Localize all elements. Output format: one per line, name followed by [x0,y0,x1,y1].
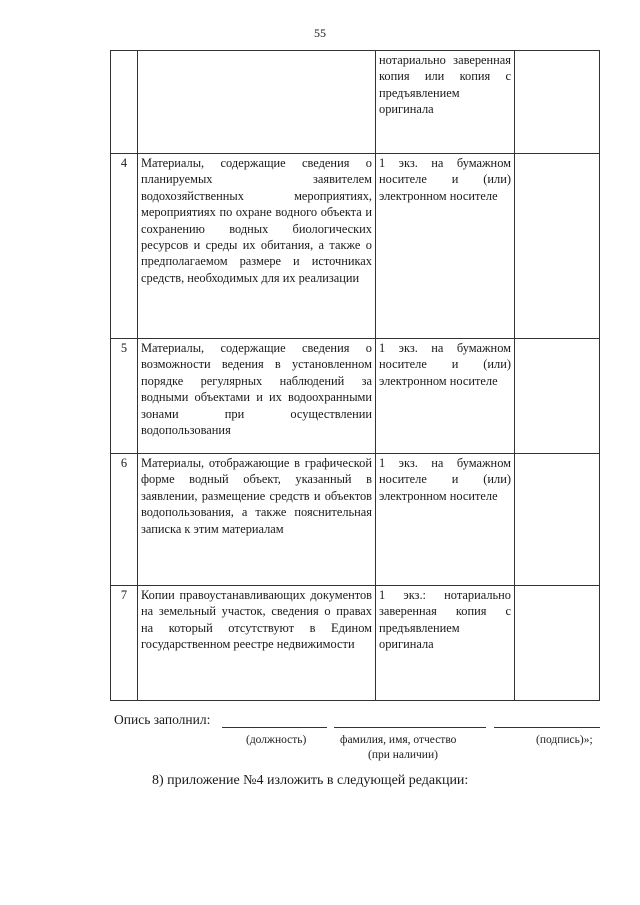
row-form: 1 экз. на бумажном носителе и (или) электронном носителе [376,339,515,454]
row-form: 1 экз. на бумажном носителе и (или) электронном носителе [376,454,515,586]
row-description [138,51,376,154]
row-extra [515,586,600,701]
row-extra [515,454,600,586]
row-description: Материалы, содержащие сведения о возможности ведения в установленном порядке регулярных наблюдений за водными объектами и их водоохранными зонами при осуществлении водопользования [138,339,376,454]
signature-label: Опись заполнил: [114,712,211,727]
position-line [222,727,327,728]
signature-caption: (подпись)»; [536,734,593,746]
row-extra [515,154,600,339]
row-number [111,51,138,154]
signature-line [494,727,600,728]
page-number: 55 [314,26,326,40]
row-description: Материалы, содержащие сведения о планируемых заявителем водохозяйственных мероприятиях, мероприятиях по охране водного объекта и сохранению водных биологических ресурсов и среды их обитания, а также о предполагаемом размере и источниках средств, необходимых для их реализации [138,154,376,339]
position-caption: (должность) [246,734,307,746]
row-form: 1 экз.: нотариально заверенная копия с предъявлением оригинала [376,586,515,701]
table-row [111,339,600,454]
row-number: 4 [111,154,138,339]
row-number: 7 [111,586,138,701]
row-extra [515,51,600,154]
documents-table [110,50,600,701]
table-row [111,586,600,701]
table-row [111,454,600,586]
name-note: (при наличии) [368,749,438,761]
amendment-text: 8) приложение №4 изложить в следующей редакции: [152,773,469,788]
row-form: 1 экз. на бумажном носителе и (или) электронном носителе [376,154,515,339]
row-number: 5 [111,339,138,454]
row-form: нотариально заверенная копия или копия с предъявлением оригинала [376,51,515,154]
table-row [111,51,600,154]
row-extra [515,339,600,454]
table-row [111,154,600,339]
row-number: 6 [111,454,138,586]
name-line [334,727,486,728]
row-description: Материалы, отображающие в графической форме водный объект, указанный в заявлении, размещение средств и объектов водопользования, а также пояснительная записка к этим материалам [138,454,376,586]
row-description: Копии правоустанавливающих документов на земельный участок, сведения о правах на который отсутствуют в Едином государственном реестре недвижимости [138,586,376,701]
name-caption: фамилия, имя, отчество [340,734,457,746]
